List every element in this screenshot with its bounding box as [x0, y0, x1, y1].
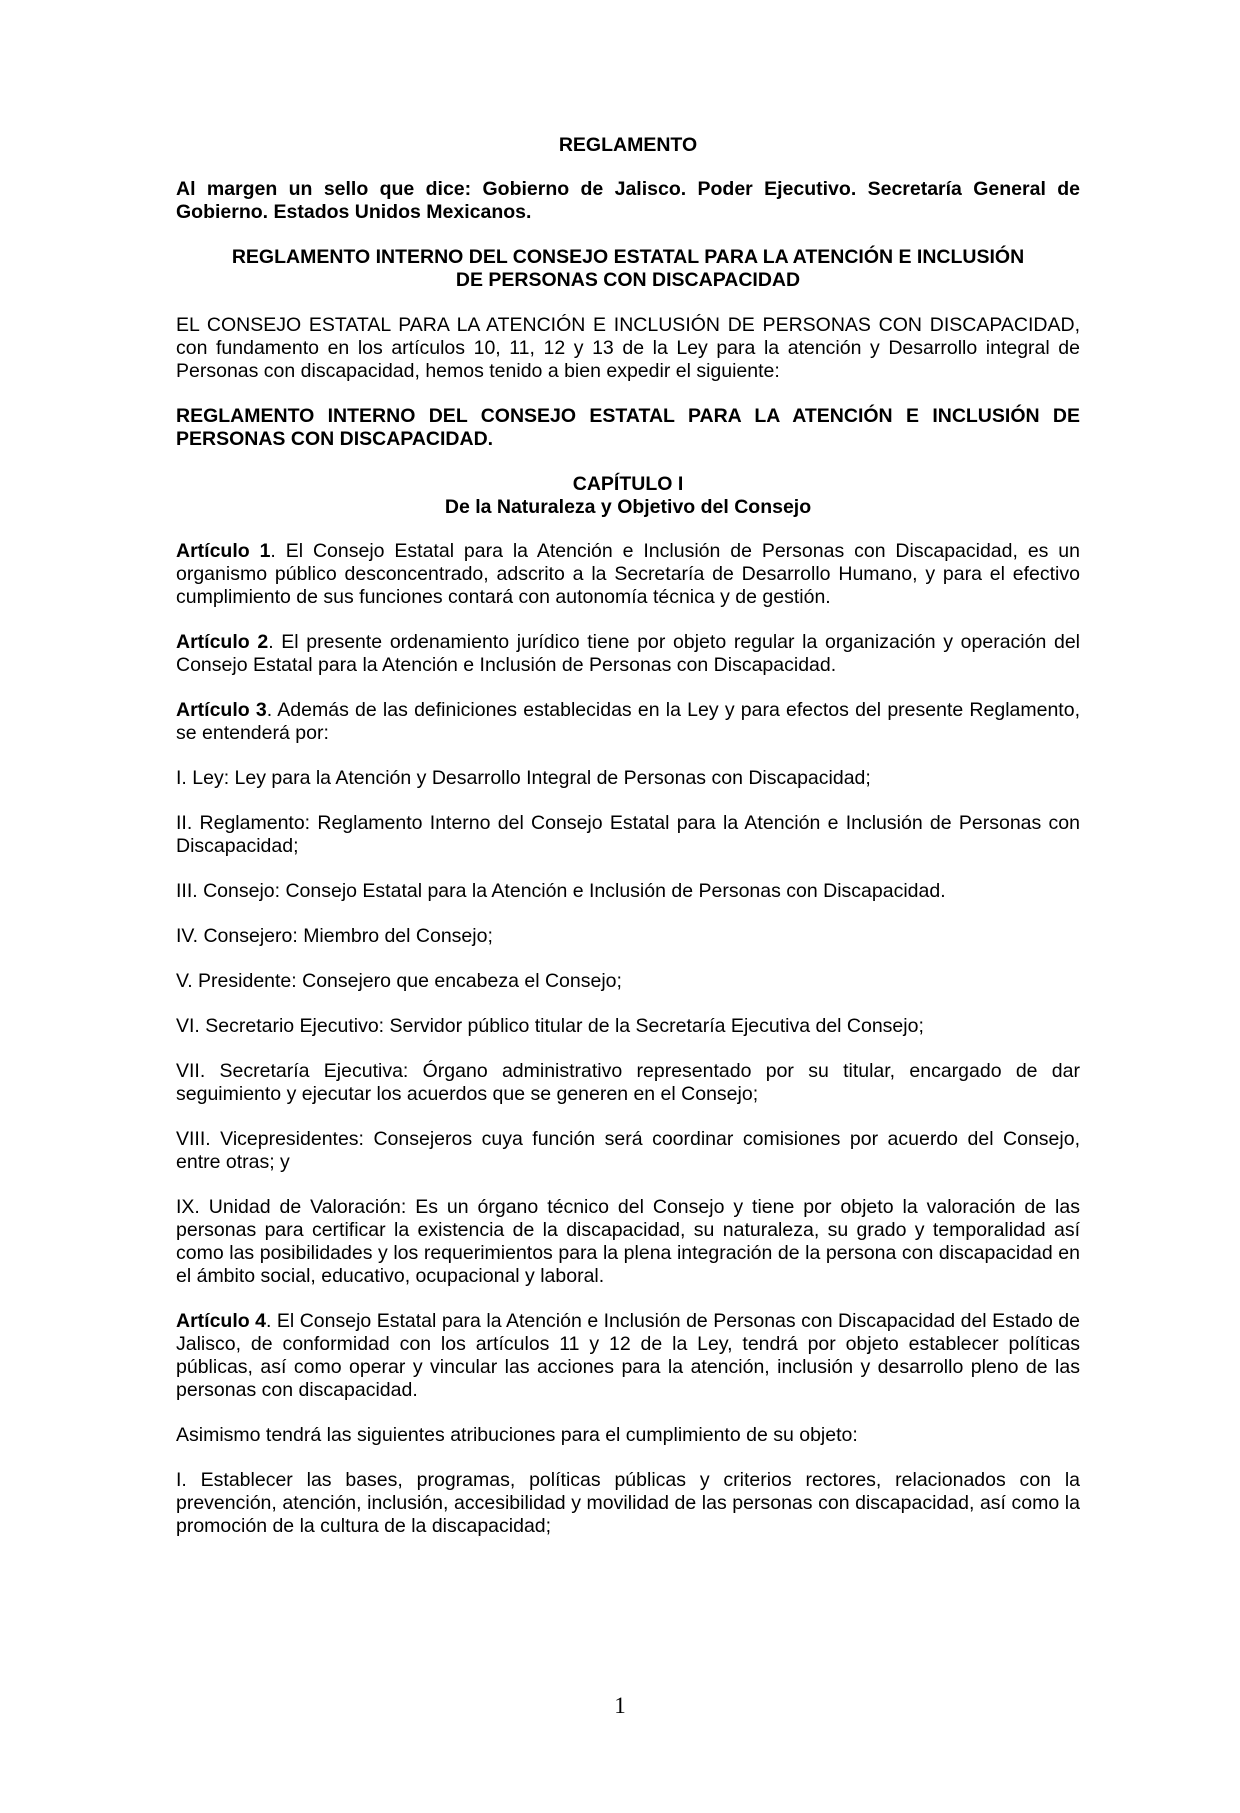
secondary-heading: REGLAMENTO INTERNO DEL CONSEJO ESTATAL PARA LA ATENCIÓN E INCLUSIÓN DE PERSONAS CON DISCAPACIDAD.: [176, 405, 1080, 450]
article-4: [176, 1310, 1080, 1402]
definition-item: VIII. Vicepresidentes: Consejeros cuya función será coordinar comisiones por acuerdo del Consejo, entre otras; y: [176, 1128, 1080, 1173]
attribution-item: I. Establecer las bases, programas, políticas públicas y criterios rectores, relacionados con la prevención, atención, inclusión, accesibilidad y movilidad de las personas con discapacidad, así como la promoción de la cultura de la discapacidad;: [176, 1469, 1080, 1537]
main-heading-line1: REGLAMENTO INTERNO DEL CONSEJO ESTATAL PARA LA ATENCIÓN E INCLUSIÓN: [231, 246, 1025, 268]
article-1-label: Artículo 1: [176, 540, 271, 562]
article-3: [176, 699, 1080, 745]
article-2: [176, 631, 1080, 677]
chapter-heading: [176, 473, 1080, 519]
definition-item: II. Reglamento: Reglamento Interno del Consejo Estatal para la Atención e Inclusión de Personas con Discapacidad;: [176, 812, 1080, 857]
document-page: [176, 134, 1080, 1538]
chapter-title: CAPÍTULO I: [572, 473, 684, 495]
article-1-text: . El Consejo Estatal para la Atención e Inclusión de Personas con Discapacidad, es un organismo público desconcentrado, adscrito a la Secretaría de Desarrollo Humano, y para el efectivo cumplimiento de sus funciones contará con autonomía técnica y de gestión.: [176, 540, 1080, 608]
article-2-text: . El presente ordenamiento jurídico tiene por objeto regular la organización y operación del Consejo Estatal para la Atención e Inclusión de Personas con Discapacidad.: [176, 631, 1080, 676]
seal-note: Al margen un sello que dice: Gobierno de Jalisco. Poder Ejecutivo. Secretaría General de Gobierno. Estados Unidos Mexicanos.: [176, 178, 1080, 223]
main-heading: [176, 246, 1080, 292]
chapter-subtitle: De la Naturaleza y Objetivo del Consejo: [444, 496, 812, 518]
definition-item: III. Consejo: Consejo Estatal para la Atención e Inclusión de Personas con Discapacidad.: [176, 880, 946, 902]
definition-item: IX. Unidad de Valoración: Es un órgano técnico del Consejo y tiene por objeto la valoración de las personas para certificar la existencia de la discapacidad, su naturaleza, su grado y temporalidad así como las posibilidades y los requerimientos para la plena integración de la persona con discapacidad en el ámbito social, educativo, ocupacional y laboral.: [176, 1196, 1080, 1287]
article-2-label: Artículo 2: [176, 631, 269, 653]
page-number: 1: [614, 1693, 626, 1718]
definition-item: I. Ley: Ley para la Atención y Desarrollo Integral de Personas con Discapacidad;: [176, 767, 871, 789]
article-4-text: . El Consejo Estatal para la Atención e Inclusión de Personas con Discapacidad del Estado de Jalisco, de conformidad con los artículos 11 y 12 de la Ley, tendrá por objeto establecer políticas públicas, así como operar y vincular las acciones para la atención, inclusión y desarrollo pleno de las personas con discapacidad.: [176, 1310, 1080, 1401]
definition-item: V. Presidente: Consejero que encabeza el Consejo;: [176, 970, 622, 992]
intro-paragraph: EL CONSEJO ESTATAL PARA LA ATENCIÓN E INCLUSIÓN DE PERSONAS CON DISCAPACIDAD, con fundamento en los artículos 10, 11, 12 y 13 de la Ley para la atención y Desarrollo integral de Personas con discapacidad, hemos tenido a bien expedir el siguiente:: [176, 314, 1080, 382]
definition-item: VII. Secretaría Ejecutiva: Órgano administrativo representado por su titular, encargado de dar seguimiento y ejecutar los acuerdos que se generen en el Consejo;: [176, 1060, 1080, 1105]
article-1: [176, 540, 1080, 609]
definition-item: IV. Consejero: Miembro del Consejo;: [176, 925, 493, 947]
attributions-intro: Asimismo tendrá las siguientes atribuciones para el cumplimiento de su objeto:: [176, 1424, 858, 1446]
article-4-label: Artículo 4: [176, 1310, 266, 1332]
definition-item: VI. Secretario Ejecutivo: Servidor público titular de la Secretaría Ejecutiva del Consejo;: [176, 1015, 924, 1037]
document-title: REGLAMENTO: [558, 134, 698, 156]
article-3-label: Artículo 3: [176, 699, 267, 721]
article-3-text: . Además de las definiciones establecidas en la Ley y para efectos del presente Reglamento, se entenderá por:: [176, 699, 1080, 744]
main-heading-line2: DE PERSONAS CON DISCAPACIDAD: [455, 269, 801, 291]
